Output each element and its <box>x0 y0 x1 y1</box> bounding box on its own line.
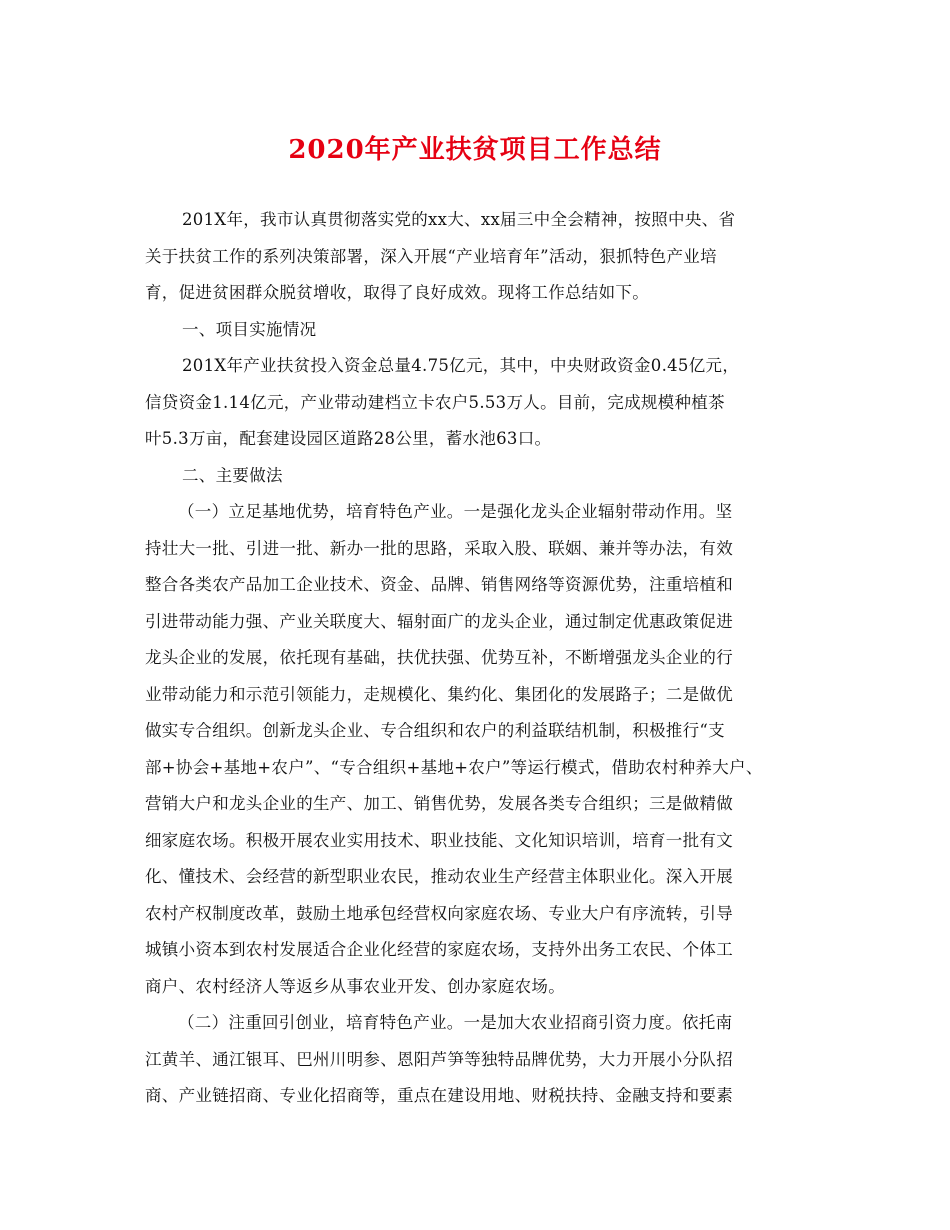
paragraph-line: 信贷资金1.14亿元，产业带动建档立卡农户5.53万人。目前，完成规模种植茶 <box>145 392 725 412</box>
paragraph-line: （二）注重回引创业，培育特色产业。一是加大农业招商引资力度。依托南 <box>178 1013 733 1032</box>
paragraph-line: 整合各类农产品加工企业技术、资金、品牌、销售网络等资源优势，注重培植和 <box>145 575 733 594</box>
paragraph-line: 叶5.3万亩，配套建设园区道路28公里，蓄水池63口。 <box>145 429 552 448</box>
paragraph-line: 做实专合组织。创新龙头企业、专合组织和农户的利益联结机制，积极推行“支 <box>145 721 725 740</box>
section-heading: 一、项目实施情况 <box>182 319 317 339</box>
paragraph-line: 江黄羊、通江银耳、巴州川明参、恩阳芦笋等独特品牌优势，大力开展小分队招 <box>145 1049 733 1069</box>
paragraph-line: 商、产业链招商、专业化招商等，重点在建设用地、财税扶持、金融支持和要素 <box>145 1086 733 1105</box>
paragraph-line: 业带动能力和示范引领能力，走规模化、集约化、集团化的发展路子；二是做优 <box>145 684 733 704</box>
paragraph-line: 化、懂技术、会经营的新型职业农民，推动农业生产经营主体职业化。深入开展 <box>145 867 733 886</box>
paragraph-line: 城镇小资本到农村发展适合企业化经营的家庭农场，支持外出务工农民、个体工 <box>145 940 733 959</box>
document-body <box>145 202 830 1115</box>
paragraph-line: 农村产权制度改革，鼓励土地承包经营权向家庭农场、专业大户有序流转，引导 <box>145 903 733 923</box>
document-title: 2020年产业扶贫项目工作总结 <box>288 135 662 165</box>
paragraph-line: （一）立足基地优势，培育特色产业。一是强化龙头企业辐射带动作用。坚 <box>178 502 733 521</box>
paragraph-line: 细家庭农场。积极开展农业实用技术、职业技能、文化知识培训，培育一批有文 <box>145 830 733 850</box>
paragraph-line: 营销大户和龙头企业的生产、加工、销售优势，发展各类专合组织；三是做精做 <box>145 794 733 813</box>
paragraph-line: 持壮大一批、引进一批、新办一批的思路，采取入股、联姻、兼并等办法，有效 <box>145 538 733 558</box>
paragraph-line: 部+协会+基地+农户”、“专合组织+基地+农户”等运行模式，借助农村种养大户、 <box>145 757 763 777</box>
paragraph-line: 龙头企业的发展，依托现有基础，扶优扶强、优势互补，不断增强龙头企业的行 <box>145 648 733 667</box>
paragraph-line: 201X年，我市认真贯彻落实党的xx大、xx届三中全会精神，按照中央、省 <box>182 210 736 229</box>
paragraph-line: 商户、农村经济人等返乡从事农业开发、创办家庭农场。 <box>145 976 565 996</box>
paragraph-line: 201X年产业扶贫投入资金总量4.75亿元，其中，中央财政资金0.45亿元， <box>182 356 740 375</box>
paragraph-line: 引进带动能力强、产业关联度大、辐射面广的龙头企业，通过制定优惠政策促进 <box>145 611 733 631</box>
paragraph-line: 关于扶贫工作的系列决策部署，深入开展“产业培育年”活动，狠抓特色产业培 <box>145 246 717 266</box>
section-heading: 二、主要做法 <box>182 465 283 485</box>
paragraph-line: 育，促进贫困群众脱贫增收，取得了良好成效。现将工作总结如下。 <box>145 283 649 302</box>
